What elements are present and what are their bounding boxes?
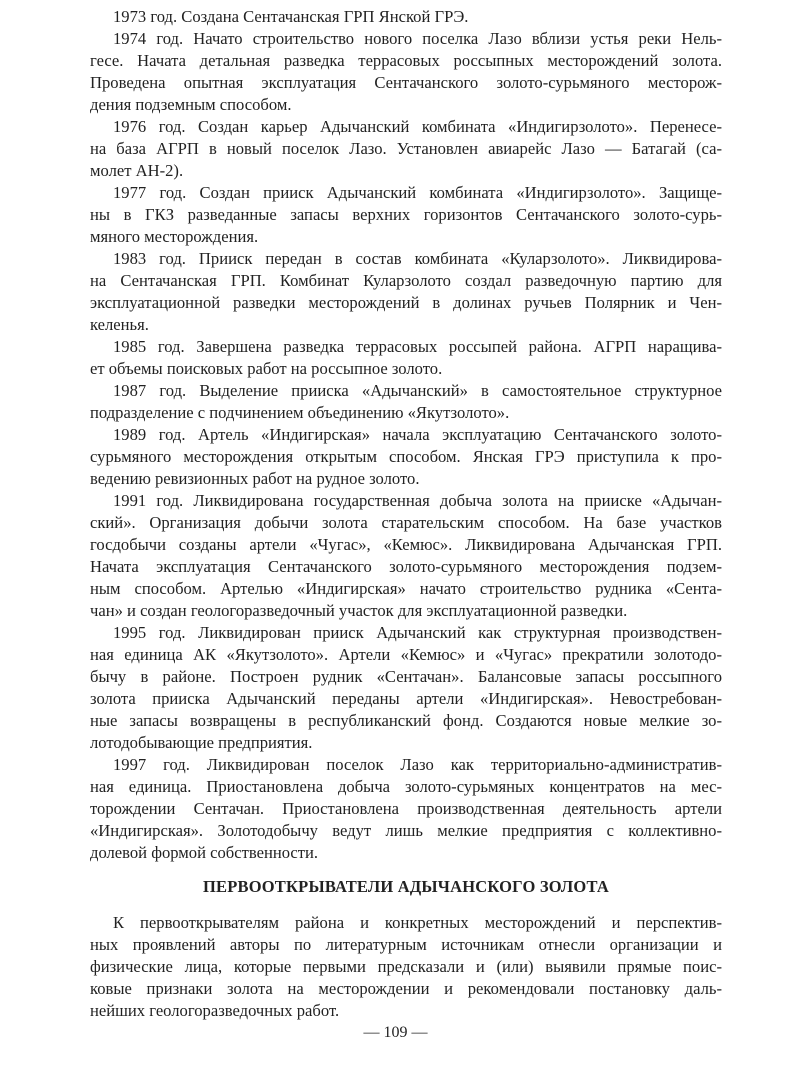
text-line: чан» и создан геологоразведочный участок для эксплуатационной разведки. (90, 601, 628, 620)
text-line: «Индигирская». Золотодобычу ведут лишь мелкие предприятия с коллективно- (90, 821, 722, 840)
text-line: золота прииска Адычанский переданы артели «Индигирская». Невостребован- (90, 689, 722, 708)
text-line: ным способом. Артелью «Индигирская» начато строительство рудника «Сента- (90, 579, 722, 598)
paragraph (90, 912, 722, 1022)
section-body (90, 912, 722, 1022)
paragraph (90, 424, 722, 490)
document-page (90, 6, 722, 1022)
text-line: Проведена опытная эксплуатация Сентачанского золото-сурьмяного месторож- (90, 73, 722, 92)
paragraph (90, 116, 722, 182)
text-line: нейших геологоразведочных работ. (90, 1001, 340, 1020)
paragraph (90, 622, 722, 754)
text-line: на Сентачанская ГРП. Комбинат Куларзолото создал разведочную партию для (90, 271, 722, 290)
paragraph (90, 6, 722, 28)
text-line: подразделение с подчинением объединению «Якутзолото». (90, 403, 510, 422)
text-line: 1977 год. Создан прииск Адычанский комбината «Индигирзолото». Защище- (113, 183, 722, 202)
page-number: — 109 — (363, 1024, 428, 1041)
paragraph (90, 490, 722, 622)
text-line: дения подземным способом. (90, 95, 292, 114)
text-line: келенья. (90, 315, 149, 334)
text-line: К первооткрывателям района и конкретных месторождений и перспектив- (113, 913, 722, 932)
paragraph (90, 182, 722, 248)
text-line: 1989 год. Артель «Индигирская» начала эксплуатацию Сентачанского золото- (113, 425, 722, 444)
text-line: лотодобывающие предприятия. (90, 733, 313, 752)
text-line: ведению ревизионных работ на рудное золото. (90, 469, 420, 488)
text-line: мяного месторождения. (90, 227, 259, 246)
text-line: эксплуатационной разведки месторождений в долинах ручьев Полярник и Чен- (90, 293, 722, 312)
paragraph (90, 248, 722, 336)
paragraph (90, 380, 722, 424)
paragraph (90, 336, 722, 380)
text-line: 1976 год. Создан карьер Адычанский комбината «Индигирзолото». Перенесе- (113, 117, 722, 136)
text-line: торождении Сентачан. Приостановлена производственная деятельность артели (90, 799, 722, 818)
paragraph (90, 754, 722, 864)
text-line: 1974 год. Начато строительство нового поселка Лазо вблизи устья реки Нель- (113, 29, 722, 48)
text-line: долевой формой собственности. (90, 843, 319, 862)
text-line: 1973 год. Создана Сентачанская ГРП Янской ГРЭ. (113, 7, 469, 26)
text-line: молет АН-2). (90, 161, 184, 180)
text-line: бычу в районе. Построен рудник «Сентачан». Балансовые запасы россыпного (90, 667, 722, 686)
text-line: ные запасы возвращены в республиканский фонд. Создаются новые мелкие зо- (90, 711, 722, 730)
text-line: 1987 год. Выделение прииска «Адычанский» в самостоятельное структурное (113, 381, 722, 400)
section-heading: ПЕРВООТКРЫВАТЕЛИ АДЫЧАНСКОГО ЗОЛОТА (203, 877, 609, 896)
text-line: на база АГРП в новый поселок Лазо. Установлен авиарейс Лазо — Батагай (са- (90, 139, 722, 158)
text-line: ет объемы поисковых работ на россыпное золото. (90, 359, 443, 378)
text-line: 1997 год. Ликвидирован поселок Лазо как территориально-административ- (113, 755, 722, 774)
chronology-section (90, 6, 722, 864)
text-line: ная единица. Приостановлена добыча золото-сурьмяных концентратов на мес- (90, 777, 722, 796)
text-line: ная единица АК «Якутзолото». Артели «Кемюс» и «Чугас» прекратили золотодо- (90, 645, 722, 664)
text-line: сурьмяного месторождения открытым способом. Янская ГРЭ приступила к про- (90, 447, 722, 466)
text-line: 1995 год. Ликвидирован прииск Адычанский как структурная производствен- (113, 623, 722, 642)
text-line: ных проявлений авторы по литературным источникам отнесли организации и (90, 935, 722, 954)
text-line: 1991 год. Ликвидирована государственная добыча золота на прииске «Адычан- (113, 491, 722, 510)
text-line: госдобычи созданы артели «Чугас», «Кемюс». Ликвидирована Адычанская ГРП. (90, 535, 722, 554)
text-line: гесе. Начата детальная разведка террасовых россыпных месторождений золота. (90, 51, 722, 70)
text-line: 1985 год. Завершена разведка террасовых россыпей района. АГРП наращива- (113, 337, 722, 356)
text-line: ковые признаки золота на месторождении и рекомендовали постановку даль- (90, 979, 722, 998)
text-line: ский». Организация добычи золота старательским способом. На базе участков (90, 513, 722, 532)
text-line: физические лица, которые первыми предсказали и (или) выявили прямые поис- (90, 957, 722, 976)
text-line: 1983 год. Прииск передан в состав комбината «Куларзолото». Ликвидирова- (113, 249, 722, 268)
text-line: ны в ГКЗ разведанные запасы верхних горизонтов Сентачанского золото-сурь- (90, 205, 722, 224)
paragraph (90, 28, 722, 116)
text-line: Начата эксплуатация Сентачанского золото-сурьмяного месторождения подзем- (90, 557, 722, 576)
